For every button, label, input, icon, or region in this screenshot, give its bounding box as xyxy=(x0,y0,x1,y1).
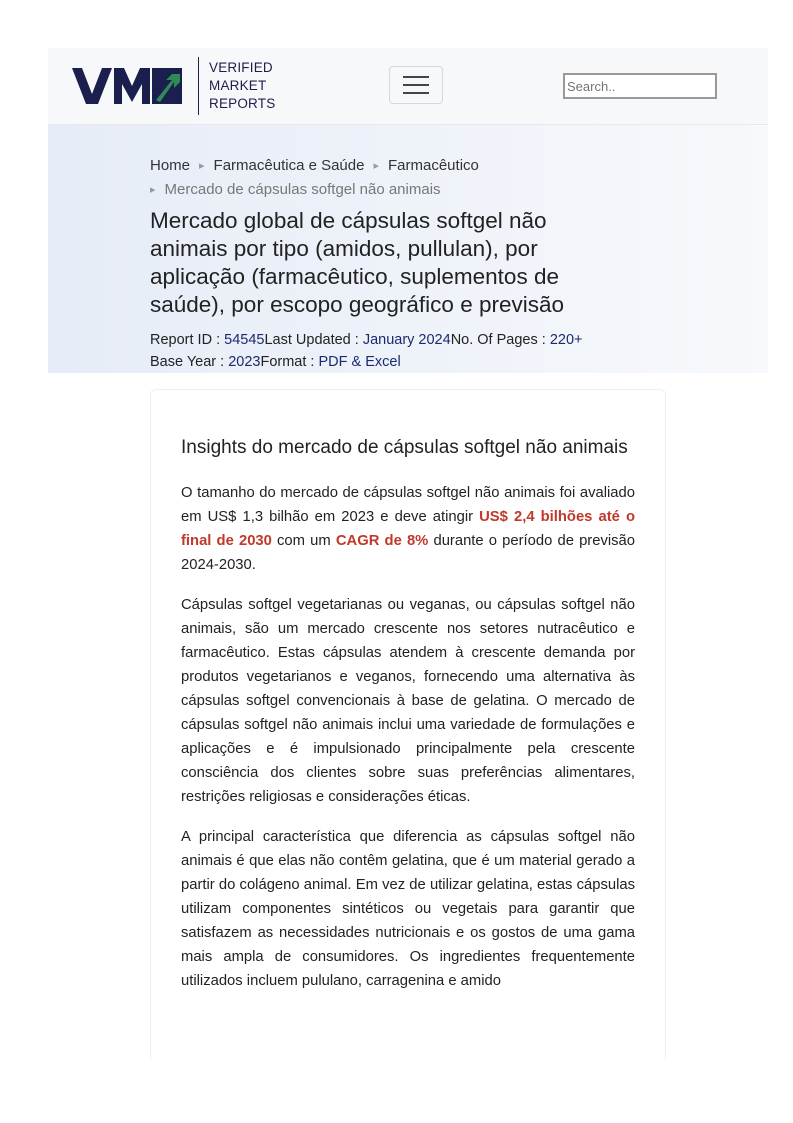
page xyxy=(48,48,768,989)
updated-label: Last Updated : xyxy=(264,332,363,348)
insights-paragraph-1 xyxy=(181,481,635,577)
paragraph-text: O tamanho do mercado de cápsulas softgel não animais foi avaliado em US$ 1,3 bilhão em 2023 e deve atingir xyxy=(181,485,635,525)
logo-text-line: MARKET xyxy=(209,78,267,93)
breadcrumb-home-link[interactable]: Home xyxy=(150,156,191,174)
base-year-value: 2023 xyxy=(228,354,261,370)
paragraph-text: com um xyxy=(271,533,336,549)
report-hero xyxy=(48,125,768,373)
pages-value: 220+ xyxy=(549,332,583,348)
format-label: Format : xyxy=(260,354,319,370)
logo-divider xyxy=(198,57,199,115)
menu-bar-icon xyxy=(403,76,429,78)
menu-bar-icon xyxy=(403,84,429,86)
logo[interactable] xyxy=(72,60,276,111)
breadcrumb-subcategory-link[interactable]: Farmacêutico xyxy=(388,156,479,174)
search-input[interactable] xyxy=(563,73,717,99)
highlight-value: US$ 2,4 bilhões até o final de 2030 xyxy=(181,509,635,549)
insights-paragraph-2: Cápsulas softgel vegetarianas ou veganas, ou cápsulas softgel não animais, são um mercado crescente nos setores nutracêutico e farmacêutico. Estas cápsulas atendem à crescente demanda por produtos vegetarianos e veganos, fornecendo uma alternativa às cápsulas softgel convencionais à base de gelatina. O mercado de cápsulas softgel não animais inclui uma variedade de formulações e aplicações e é impulsionado principalmente pela crescente consciência dos clientes sobre suas preferências alimentares, restrições religiosas e considerações éticas. xyxy=(181,597,635,805)
chevron-right-icon: ▸ xyxy=(373,159,379,172)
insights-heading: Insights do mercado de cápsulas softgel não animais xyxy=(181,437,628,458)
logo-text-line: VERIFIED xyxy=(209,60,273,75)
pages-label: No. Of Pages : xyxy=(450,332,550,348)
site-header xyxy=(48,48,768,125)
highlight-cagr: CAGR de 8% xyxy=(335,533,429,549)
logo-text xyxy=(209,59,275,113)
insights-card xyxy=(150,389,666,1059)
report-id-label: Report ID : xyxy=(150,332,225,348)
page-title: Mercado global de cápsulas softgel não animais por tipo (amidos, pullulan), por aplicação (farmacêutico, suplementos de saúde), por escopo geográfico e previsão xyxy=(150,208,565,317)
base-year-label: Base Year : xyxy=(150,354,229,370)
insights-paragraph-3: A principal característica que diferencia as cápsulas softgel não animais é que elas não contêm gelatina, que é um material gerado a partir do colágeno animal. Em vez de utilizar gelatina, estas cápsulas utilizam componentes sintéticos ou vegetais para garantir que satisfazem as necessidades nutricionais e os gostos de uma gama mais ampla de consumidores. Os ingredientes frequentemente utilizados incluem pululano, carragenina e amido xyxy=(181,829,635,989)
updated-value: January 2024 xyxy=(362,332,451,348)
report-id-value: 54545 xyxy=(224,332,265,348)
report-meta xyxy=(150,329,583,373)
breadcrumb-category-link[interactable]: Farmacêutica e Saúde xyxy=(213,156,365,174)
chevron-right-icon: ▸ xyxy=(150,183,156,196)
breadcrumb xyxy=(150,153,479,201)
breadcrumb-current: Mercado de cápsulas softgel não animais xyxy=(164,180,441,198)
hamburger-menu-button[interactable] xyxy=(389,66,443,104)
menu-bar-icon xyxy=(403,92,429,94)
paragraph-text: durante o período de previsão 2024-2030. xyxy=(181,533,636,573)
chevron-right-icon: ▸ xyxy=(199,159,205,172)
format-value: PDF & Excel xyxy=(318,354,401,370)
vmr-logo-icon xyxy=(72,66,184,106)
logo-text-line: REPORTS xyxy=(209,96,276,111)
